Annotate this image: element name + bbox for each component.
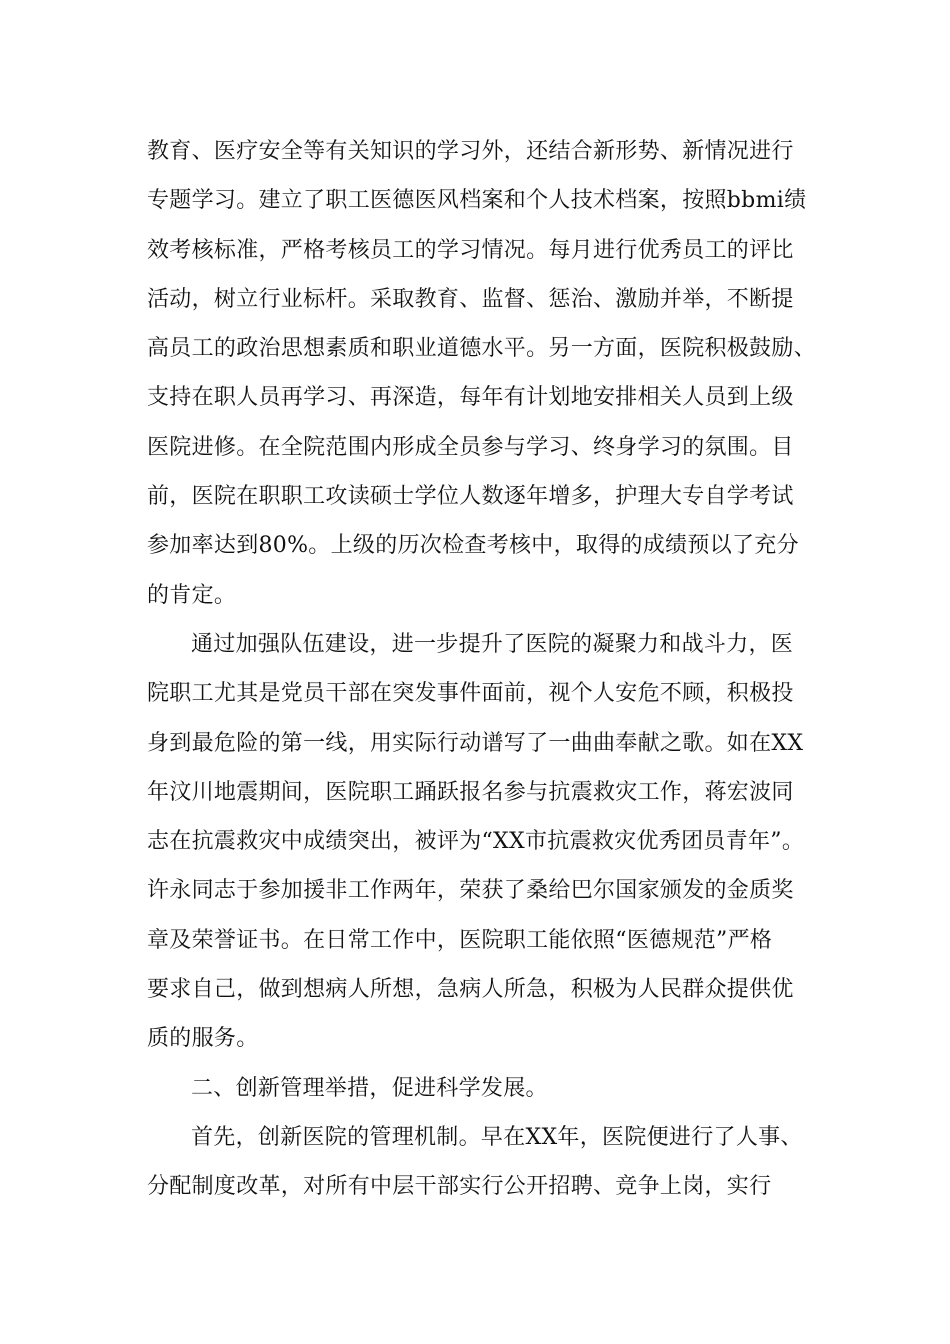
text-line-6: 支持在职人员再学习、再深造，每年有计划地安排相关人员到上级 [147,385,794,411]
text-line-13: 身到最危险的第一线，用实际行动谱写了一曲曲奉献之歌。如在XX [147,730,804,756]
text-line-3: 效考核标准，严格考核员工的学习情况。每月进行优秀员工的评比 [147,237,794,263]
text-line-17: 章及荣誉证书。在日常工作中，医院职工能依照“医德规范”严格 [147,927,773,953]
text-line-12: 院职工尤其是党员干部在突发事件面前，视个人安危不顾，积极投 [147,681,794,707]
text-line-2: 专题学习。建立了职工医德医风档案和个人技术档案，按照bbmi绩 [147,188,807,214]
text-line-11: 通过加强队伍建设，进一步提升了医院的凝聚力和战斗力，医 [191,631,794,657]
text-line-7: 医院进修。在全院范围内形成全员参与学习、终身学习的氛围。目 [147,434,794,460]
text-line-14: 年汶川地震期间，医院职工踊跃报名参与抗震救灾工作，蒋宏波同 [147,779,794,805]
text-line-19: 质的服务。 [147,1026,259,1052]
section-heading: 二、创新管理举措，促进科学发展。 [191,1075,548,1101]
text-line-18: 要求自己，做到想病人所想，急病人所急，积极为人民群众提供优 [147,977,794,1003]
document-body [147,127,817,1212]
text-line-9: 参加率达到80%。上级的历次检查考核中，取得的成绩预以了充分 [147,533,799,559]
text-line-1: 教育、医疗安全等有关知识的学习外，还结合新形势、新情况进行 [147,139,794,164]
text-line-10: 的肯定。 [147,582,237,608]
text-line-8: 前，医院在职职工攻读硕士学位人数逐年增多，护理大专自学考试 [147,484,794,510]
text-line-15: 志在抗震救灾中成绩突出，被评为“XX市抗震救灾优秀团员青年”。 [147,829,805,855]
text-line-5: 高员工的政治思想素质和职业道德水平。另一方面，医院积极鼓励、 [147,336,817,362]
text-line-22: 分配制度改革，对所有中层干部实行公开招聘、竞争上岗，实行 [147,1174,772,1200]
text-line-4: 活动，树立行业标杆。采取教育、监督、惩治、激励并举，不断提 [147,286,794,312]
text-line-16: 许永同志于参加援非工作两年，荣获了桑给巴尔国家颁发的金质奖 [147,878,794,904]
text-line-21: 首先，创新医院的管理机制。早在XX年，医院便进行了人事、 [191,1124,803,1150]
